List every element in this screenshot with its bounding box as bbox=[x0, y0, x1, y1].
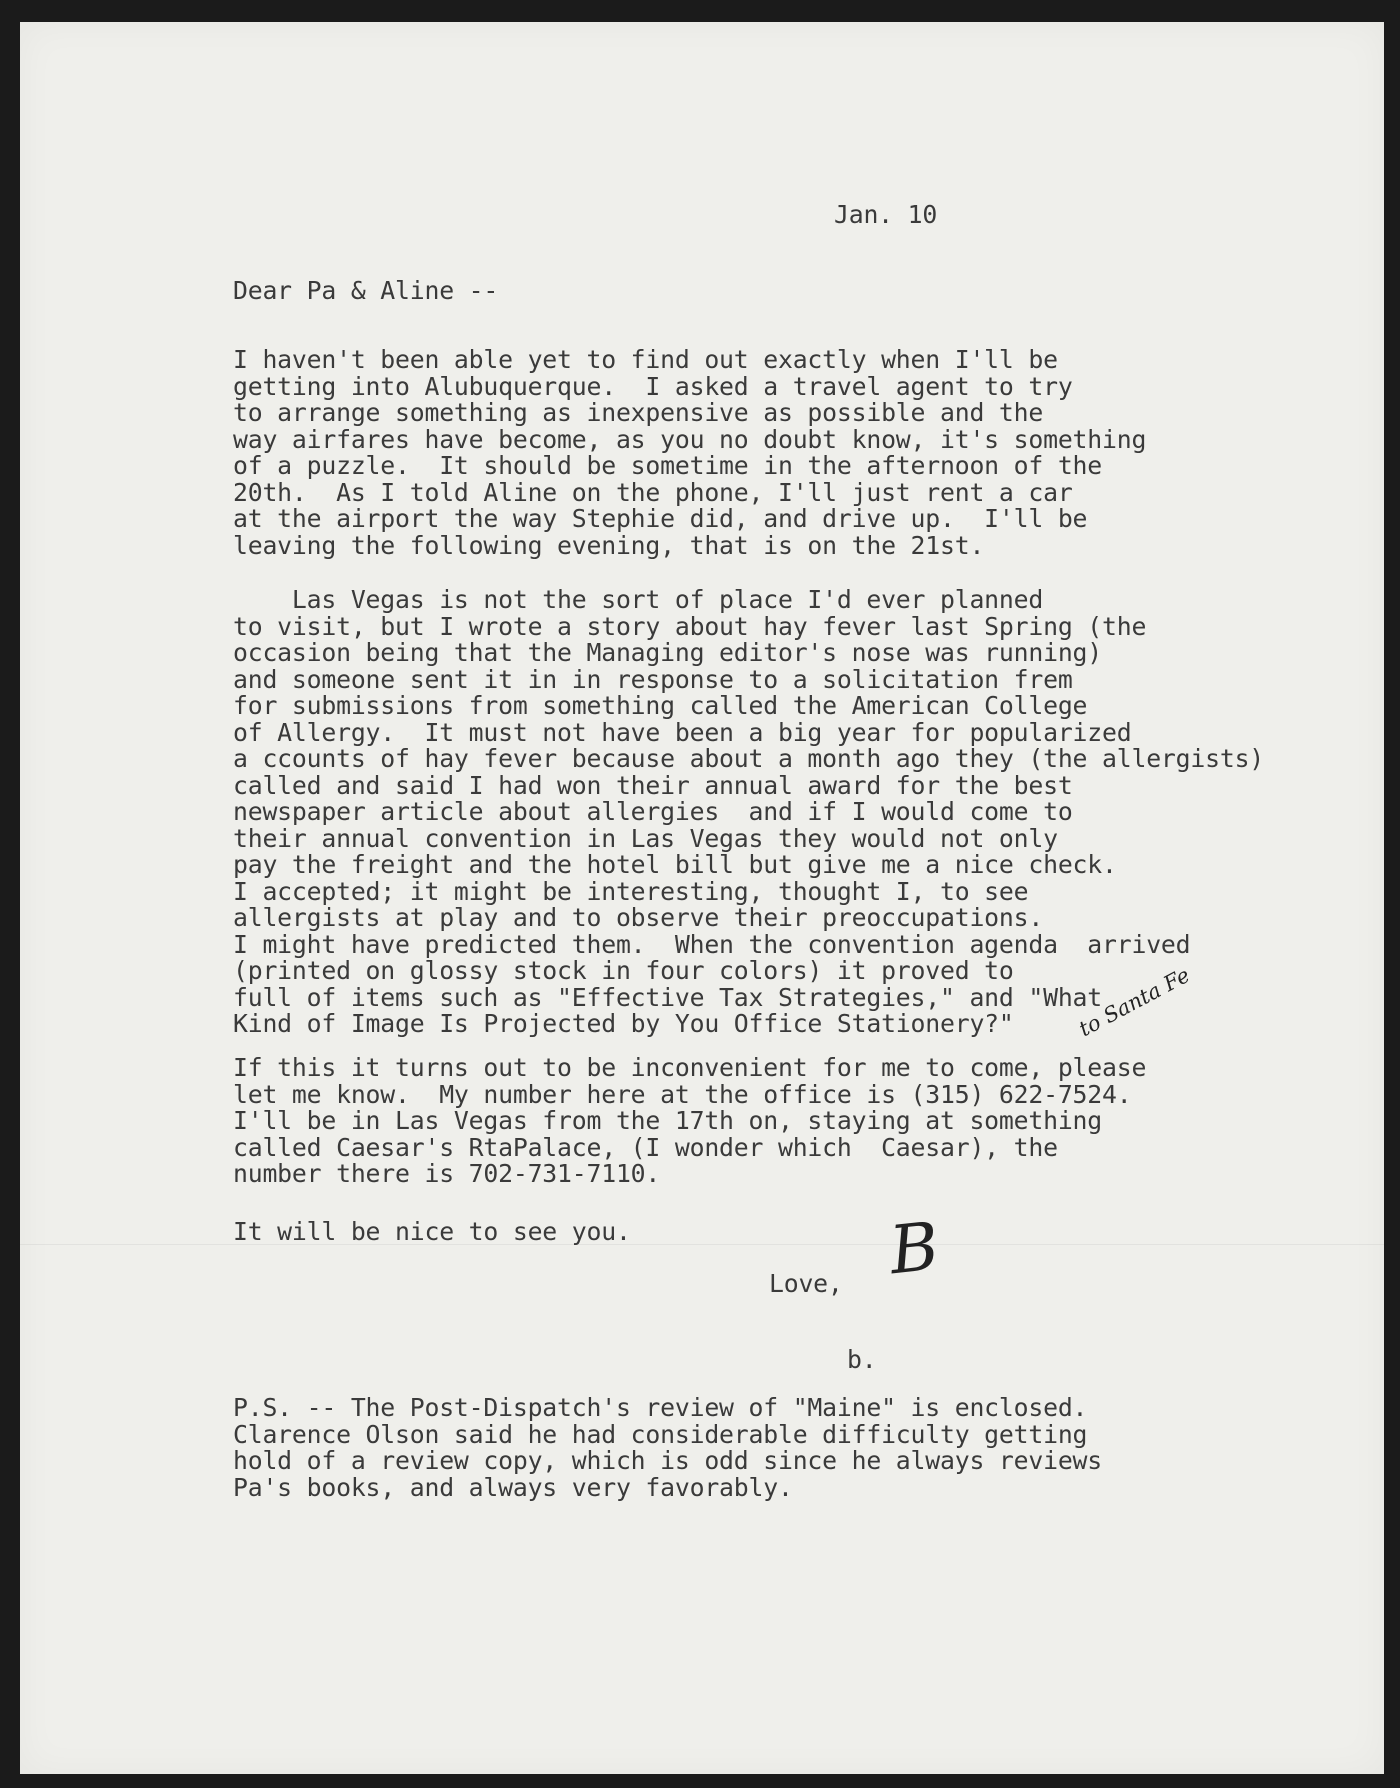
page-fold bbox=[20, 1244, 1384, 1245]
signature-initial: b. bbox=[847, 1345, 877, 1374]
paragraph-see-you: It will be nice to see you. bbox=[233, 1217, 631, 1246]
paragraph-travel: I haven't been able yet to find out exactly when I'll be getting into Alubuquerque. I asked a travel agent to try to arrange something as inexpensive as possible and the way airfares have become, as you no doubt know, it's something of a puzzle. It should be sometime in the afternoon of the 20th. As I told Aline on the phone, I'll just rent a car at the airport the way Stephie did, and drive up. I'll be leaving the following evening, that is on the 21st. bbox=[233, 345, 1147, 560]
letter-page bbox=[20, 22, 1384, 1774]
letter-date: Jan. 10 bbox=[834, 200, 938, 229]
closing-love: Love, bbox=[769, 1269, 843, 1298]
postscript: P.S. -- The Post-Dispatch's review of "Maine" is enclosed. Clarence Olson said he had considerable difficulty getting hold of a review copy, which is odd since he always reviews Pa's books, and always very favorably. bbox=[233, 1393, 1103, 1502]
handwritten-signature: B bbox=[886, 1207, 943, 1290]
salutation: Dear Pa & Aline -- bbox=[233, 276, 499, 305]
handwritten-note-santa-fe: to Santa Fe bbox=[1075, 962, 1194, 1042]
paragraph-contact: If this it turns out to be inconvenient for me to come, please let me know. My number here at the office is (315) 622-7524. I'll be in Las Vegas from the 17th on, staying at something called Caesar's RtaPalace, (I wonder which Caesar), the number there is 702-731-7110. bbox=[233, 1053, 1147, 1188]
paragraph-las-vegas: Las Vegas is not the sort of place I'd ever planned to visit, but I wrote a story about hay fever last Spring (the occasion being that the Managing editor's nose was running) and someone sent it in in response to a solicitation frem for submissions from something called the American College of Allergy. It must not have been a big year for popularized a ccounts of hay fever because about a month ago they (the allergists) called and said I had won their annual award for the best newspaper article about allergies and if I would come to their annual convention in Las Vegas they would not only pay the freight and the hotel bill but give me a nice check. I accepted; it might be interesting, thought I, to see allergists at play and to observe their preoccupations. I might have predicted them. When the convention agenda arrived (printed on glossy stock in four colors) it proved to full of items such as "Effective Tax Strategies," and "What Kind of Image Is Projected by You Office Stationery?" bbox=[233, 585, 1265, 1038]
